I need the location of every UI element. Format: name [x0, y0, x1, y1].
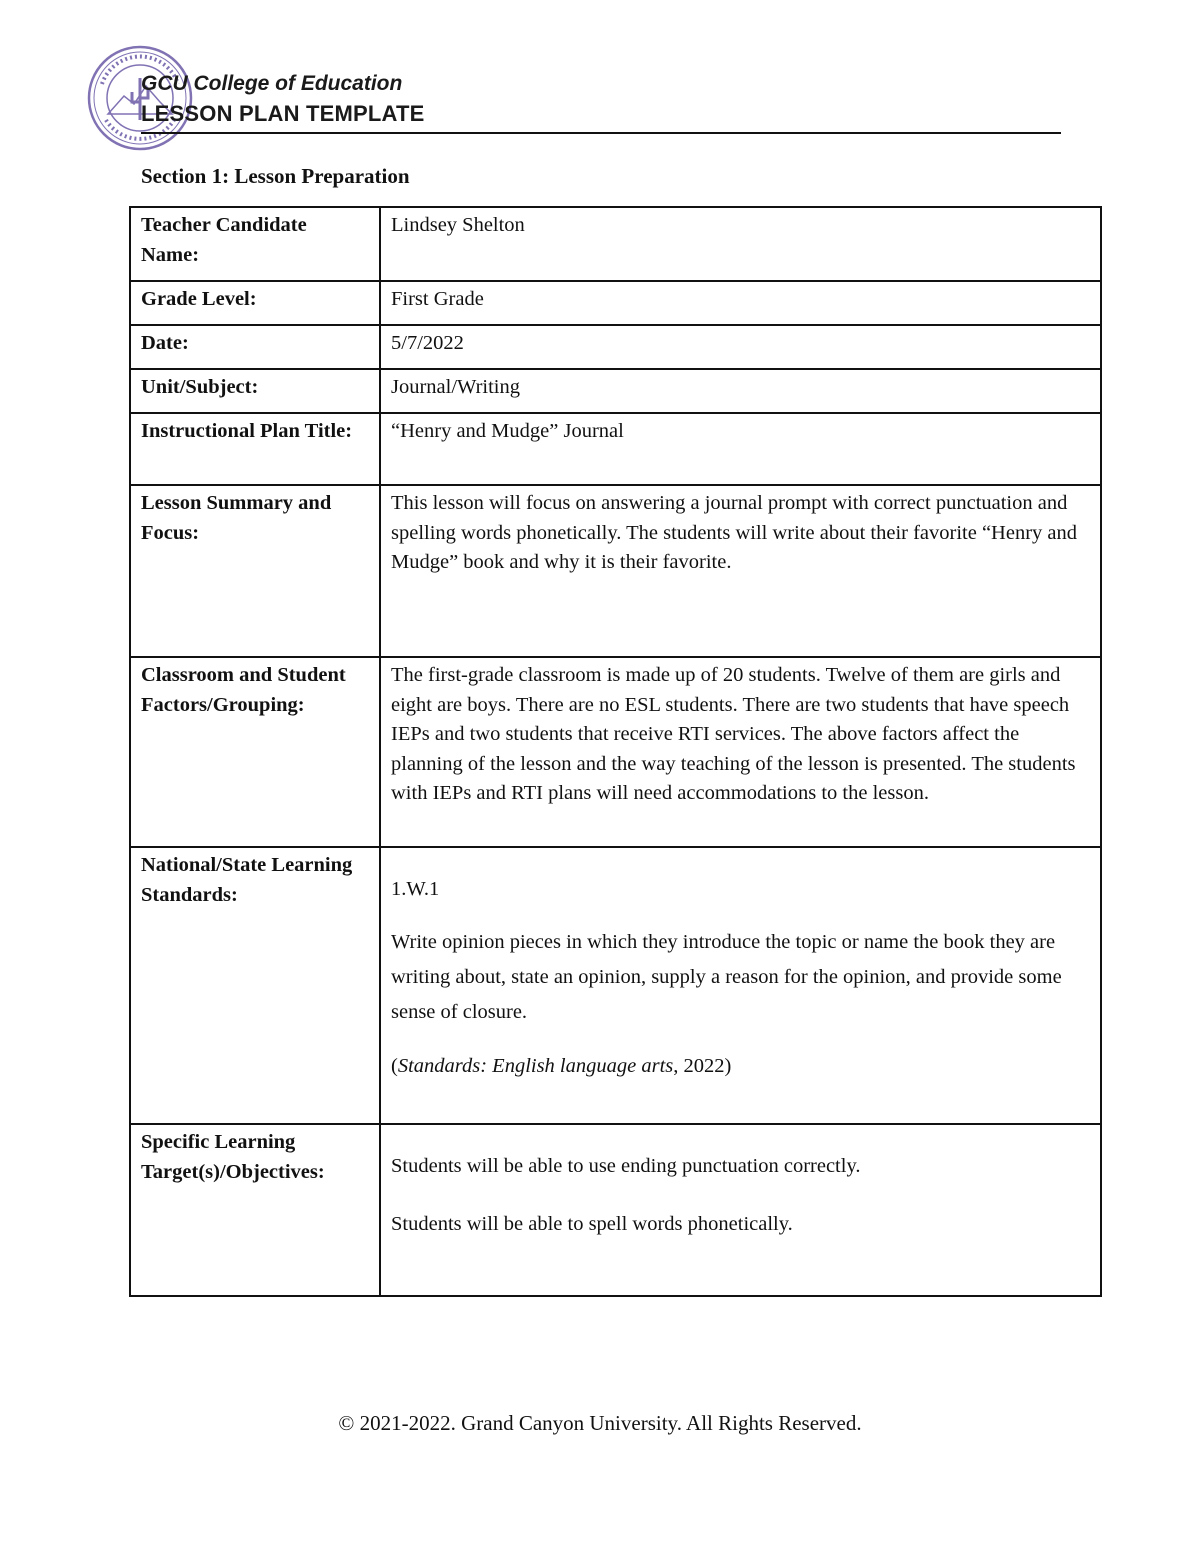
lesson-summary-value: This lesson will focus on answering a journal prompt with correct punctuation and spelling words phonetically. The students will write about their favorite “Henry and Mudge” book and why it is their favorite.: [380, 485, 1101, 657]
document-header: [86, 38, 1061, 148]
row-label: Grade Level:: [130, 281, 380, 325]
objective-item: Students will be able to use ending punctuation correctly.: [391, 1155, 861, 1177]
unit-subject-value: Journal/Writing: [380, 369, 1101, 413]
standards-value: [380, 847, 1101, 1124]
citation-open: (: [391, 1054, 398, 1077]
header-divider: [141, 132, 1061, 134]
row-label: National/State Learning Standards:: [130, 847, 380, 1124]
citation-title: Standards: English language arts: [397, 1054, 674, 1077]
objectives-value: [380, 1124, 1101, 1296]
row-label: Lesson Summary and Focus:: [130, 485, 380, 657]
table-row: [130, 207, 1101, 281]
table-row: [130, 657, 1101, 847]
college-name: GCU College of Education: [141, 72, 403, 95]
row-label: Teacher Candidate Name:: [130, 207, 380, 281]
lesson-preparation-table: [129, 206, 1102, 1297]
table-row: [130, 1124, 1101, 1296]
classroom-factors-value: The first-grade classroom is made up of 20 students. Twelve of them are girls and eight are boys. There are no ESL students. There are two students that have speech IEPs and two students that receive RTI services. The above factors affect the planning of the lesson and the way teaching of the lesson is presented. The students with IEPs and RTI plans will need accommodations to the lesson.: [380, 657, 1101, 847]
section-title: Section 1: Lesson Preparation: [141, 164, 410, 188]
table-row: [130, 325, 1101, 369]
row-label: Classroom and Student Factors/Grouping:: [130, 657, 380, 847]
template-title: LESSON PLAN TEMPLATE: [141, 101, 425, 126]
date-value: 5/7/2022: [380, 325, 1101, 369]
teacher-name-value: Lindsey Shelton: [380, 207, 1101, 281]
row-label: Specific Learning Target(s)/Objectives:: [130, 1124, 380, 1296]
copyright-footer: © 2021-2022. Grand Canyon University. All Rights Reserved.: [338, 1411, 862, 1435]
row-label: Date:: [130, 325, 380, 369]
table-row: [130, 369, 1101, 413]
table-row: [130, 413, 1101, 485]
grade-level-value: First Grade: [380, 281, 1101, 325]
university-seal-icon: [86, 44, 194, 152]
objective-item: Students will be able to spell words phonetically.: [391, 1212, 793, 1235]
table-row: [130, 281, 1101, 325]
row-label: Instructional Plan Title:: [130, 413, 380, 485]
standard-citation: [391, 1052, 1090, 1082]
standard-code: 1.W.1: [391, 878, 440, 900]
citation-year: , 2022): [673, 1054, 732, 1077]
standard-text: Write opinion pieces in which they introduce the topic or name the book they are writing about, state an opinion, supply a reason for the opinion, and provide some sense of closure.: [391, 930, 1062, 1023]
row-label: Unit/Subject:: [130, 369, 380, 413]
table-row: [130, 485, 1101, 657]
table-row: [130, 847, 1101, 1124]
plan-title-value: “Henry and Mudge” Journal: [380, 413, 1101, 485]
